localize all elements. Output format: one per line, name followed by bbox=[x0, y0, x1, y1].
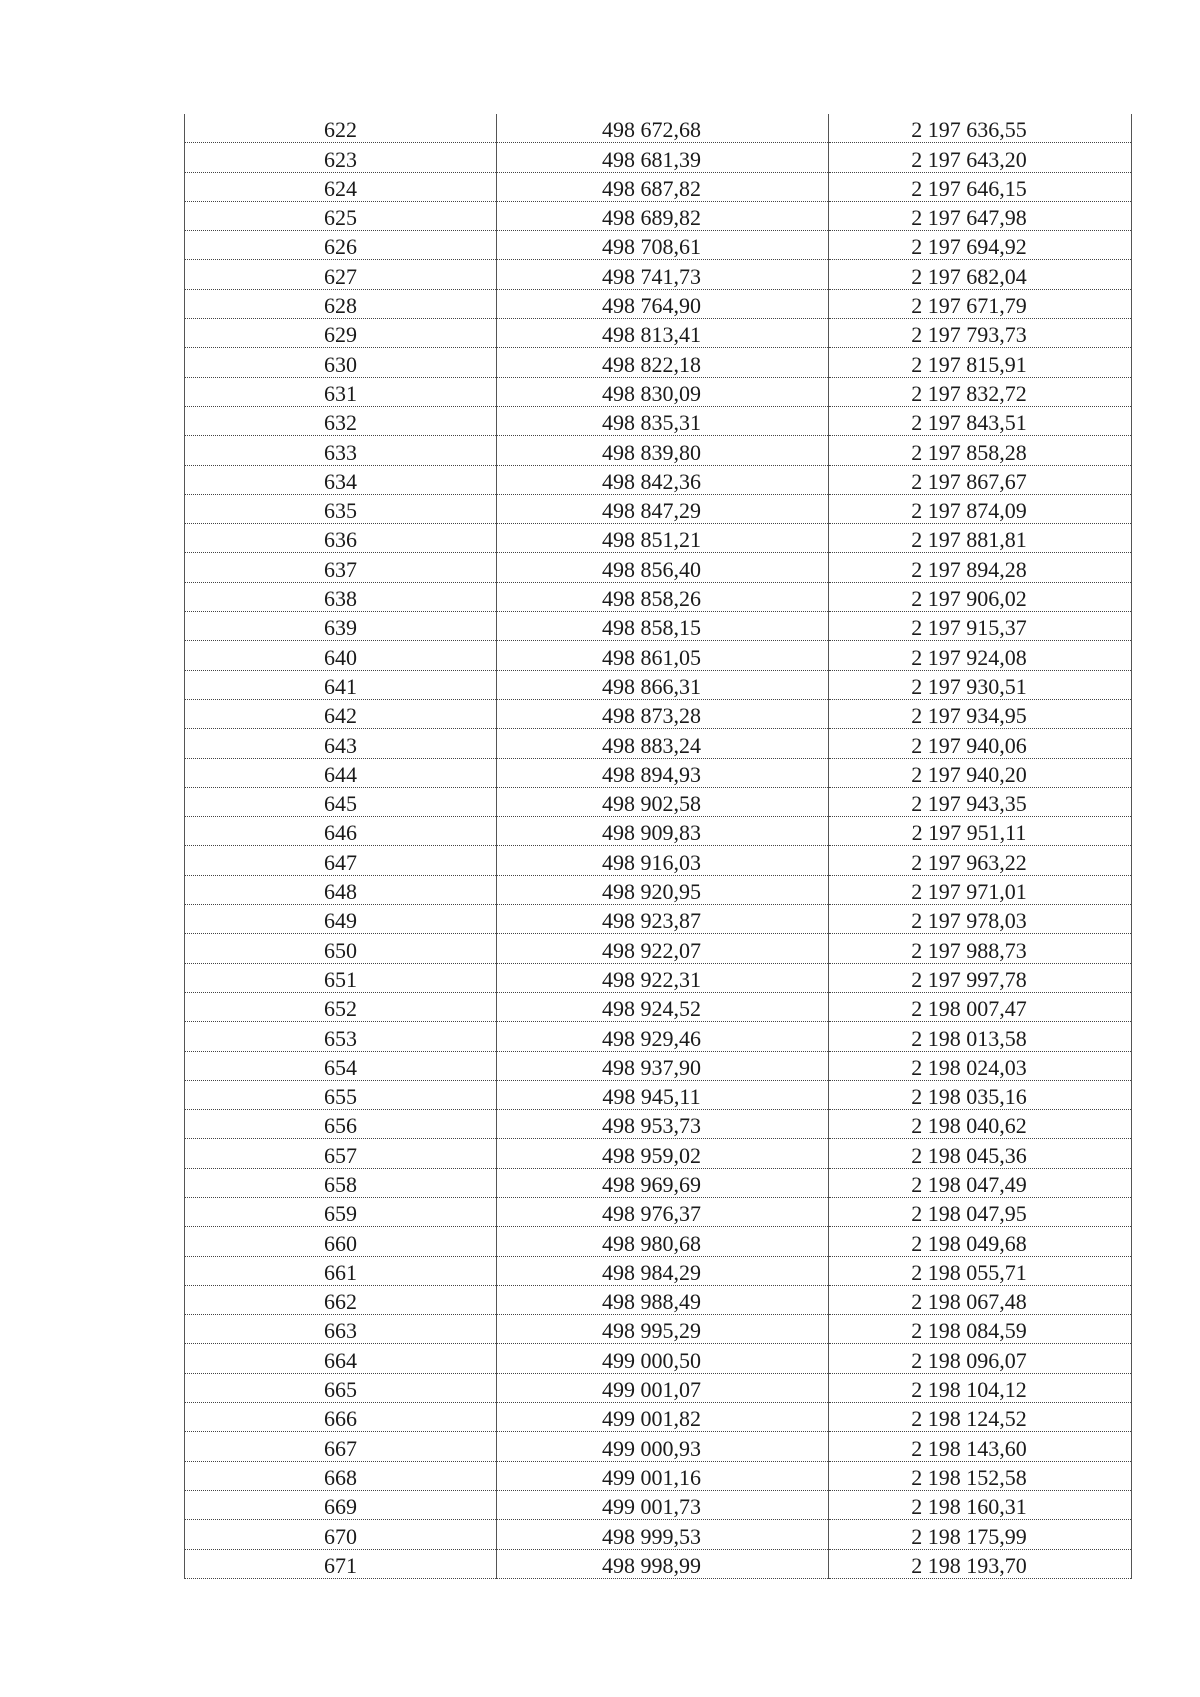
point-number-cell: 633 bbox=[185, 436, 497, 465]
point-number-cell: 645 bbox=[185, 787, 497, 816]
point-number-cell: 634 bbox=[185, 465, 497, 494]
point-number-cell: 660 bbox=[185, 1227, 497, 1256]
table-row bbox=[185, 729, 1132, 758]
table-row bbox=[185, 905, 1132, 934]
x-coordinate-cell: 498 851,21 bbox=[497, 524, 829, 553]
point-number-cell: 624 bbox=[185, 172, 497, 201]
coordinates-table-body bbox=[185, 114, 1132, 1578]
table-row bbox=[185, 1110, 1132, 1139]
x-coordinate-cell: 498 681,39 bbox=[497, 143, 829, 172]
x-coordinate-cell: 498 984,29 bbox=[497, 1256, 829, 1285]
y-coordinate-cell: 2 198 104,12 bbox=[829, 1373, 1132, 1402]
x-coordinate-cell: 498 922,31 bbox=[497, 963, 829, 992]
table-row bbox=[185, 1256, 1132, 1285]
table-row bbox=[185, 114, 1132, 143]
table-row bbox=[185, 1549, 1132, 1578]
y-coordinate-cell: 2 198 152,58 bbox=[829, 1461, 1132, 1490]
x-coordinate-cell: 498 813,41 bbox=[497, 319, 829, 348]
y-coordinate-cell: 2 198 096,07 bbox=[829, 1344, 1132, 1373]
y-coordinate-cell: 2 197 643,20 bbox=[829, 143, 1132, 172]
y-coordinate-cell: 2 198 193,70 bbox=[829, 1549, 1132, 1578]
table-row bbox=[185, 1315, 1132, 1344]
table-row bbox=[185, 289, 1132, 318]
table-row bbox=[185, 1432, 1132, 1461]
table-row bbox=[185, 1373, 1132, 1402]
x-coordinate-cell: 499 001,73 bbox=[497, 1490, 829, 1519]
y-coordinate-cell: 2 197 963,22 bbox=[829, 846, 1132, 875]
y-coordinate-cell: 2 197 940,06 bbox=[829, 729, 1132, 758]
point-number-cell: 640 bbox=[185, 641, 497, 670]
x-coordinate-cell: 498 916,03 bbox=[497, 846, 829, 875]
table-row bbox=[185, 465, 1132, 494]
x-coordinate-cell: 498 902,58 bbox=[497, 787, 829, 816]
point-number-cell: 643 bbox=[185, 729, 497, 758]
y-coordinate-cell: 2 198 035,16 bbox=[829, 1080, 1132, 1109]
y-coordinate-cell: 2 198 040,62 bbox=[829, 1110, 1132, 1139]
point-number-cell: 644 bbox=[185, 758, 497, 787]
x-coordinate-cell: 498 764,90 bbox=[497, 289, 829, 318]
y-coordinate-cell: 2 197 867,67 bbox=[829, 465, 1132, 494]
y-coordinate-cell: 2 197 894,28 bbox=[829, 553, 1132, 582]
table-row bbox=[185, 260, 1132, 289]
x-coordinate-cell: 498 894,93 bbox=[497, 758, 829, 787]
point-number-cell: 665 bbox=[185, 1373, 497, 1402]
point-number-cell: 625 bbox=[185, 201, 497, 230]
point-number-cell: 669 bbox=[185, 1490, 497, 1519]
x-coordinate-cell: 499 001,07 bbox=[497, 1373, 829, 1402]
table-row bbox=[185, 1520, 1132, 1549]
point-number-cell: 671 bbox=[185, 1549, 497, 1578]
y-coordinate-cell: 2 197 636,55 bbox=[829, 114, 1132, 143]
table-row bbox=[185, 1139, 1132, 1168]
y-coordinate-cell: 2 198 084,59 bbox=[829, 1315, 1132, 1344]
x-coordinate-cell: 498 687,82 bbox=[497, 172, 829, 201]
x-coordinate-cell: 498 945,11 bbox=[497, 1080, 829, 1109]
x-coordinate-cell: 498 924,52 bbox=[497, 992, 829, 1021]
y-coordinate-cell: 2 197 934,95 bbox=[829, 699, 1132, 728]
table-row bbox=[185, 992, 1132, 1021]
table-row bbox=[185, 1227, 1132, 1256]
point-number-cell: 651 bbox=[185, 963, 497, 992]
point-number-cell: 648 bbox=[185, 875, 497, 904]
x-coordinate-cell: 498 822,18 bbox=[497, 348, 829, 377]
table-row bbox=[185, 846, 1132, 875]
point-number-cell: 663 bbox=[185, 1315, 497, 1344]
point-number-cell: 668 bbox=[185, 1461, 497, 1490]
y-coordinate-cell: 2 197 671,79 bbox=[829, 289, 1132, 318]
y-coordinate-cell: 2 197 881,81 bbox=[829, 524, 1132, 553]
table-row bbox=[185, 231, 1132, 260]
x-coordinate-cell: 498 835,31 bbox=[497, 406, 829, 435]
x-coordinate-cell: 498 988,49 bbox=[497, 1285, 829, 1314]
x-coordinate-cell: 498 856,40 bbox=[497, 553, 829, 582]
y-coordinate-cell: 2 197 997,78 bbox=[829, 963, 1132, 992]
y-coordinate-cell: 2 198 007,47 bbox=[829, 992, 1132, 1021]
point-number-cell: 641 bbox=[185, 670, 497, 699]
table-row bbox=[185, 319, 1132, 348]
x-coordinate-cell: 498 909,83 bbox=[497, 817, 829, 846]
x-coordinate-cell: 498 969,69 bbox=[497, 1168, 829, 1197]
coordinates-table bbox=[184, 114, 1132, 1579]
x-coordinate-cell: 498 708,61 bbox=[497, 231, 829, 260]
y-coordinate-cell: 2 197 943,35 bbox=[829, 787, 1132, 816]
x-coordinate-cell: 498 883,24 bbox=[497, 729, 829, 758]
y-coordinate-cell: 2 197 843,51 bbox=[829, 406, 1132, 435]
y-coordinate-cell: 2 198 047,49 bbox=[829, 1168, 1132, 1197]
point-number-cell: 646 bbox=[185, 817, 497, 846]
y-coordinate-cell: 2 198 124,52 bbox=[829, 1403, 1132, 1432]
y-coordinate-cell: 2 197 915,37 bbox=[829, 612, 1132, 641]
x-coordinate-cell: 498 920,95 bbox=[497, 875, 829, 904]
table-row bbox=[185, 582, 1132, 611]
point-number-cell: 657 bbox=[185, 1139, 497, 1168]
y-coordinate-cell: 2 198 160,31 bbox=[829, 1490, 1132, 1519]
y-coordinate-cell: 2 198 067,48 bbox=[829, 1285, 1132, 1314]
table-row bbox=[185, 817, 1132, 846]
point-number-cell: 662 bbox=[185, 1285, 497, 1314]
table-row bbox=[185, 612, 1132, 641]
x-coordinate-cell: 498 842,36 bbox=[497, 465, 829, 494]
table-row bbox=[185, 143, 1132, 172]
table-row bbox=[185, 436, 1132, 465]
y-coordinate-cell: 2 198 049,68 bbox=[829, 1227, 1132, 1256]
table-row bbox=[185, 1461, 1132, 1490]
point-number-cell: 670 bbox=[185, 1520, 497, 1549]
y-coordinate-cell: 2 197 874,09 bbox=[829, 494, 1132, 523]
point-number-cell: 628 bbox=[185, 289, 497, 318]
point-number-cell: 642 bbox=[185, 699, 497, 728]
point-number-cell: 652 bbox=[185, 992, 497, 1021]
x-coordinate-cell: 498 672,68 bbox=[497, 114, 829, 143]
point-number-cell: 653 bbox=[185, 1022, 497, 1051]
y-coordinate-cell: 2 197 647,98 bbox=[829, 201, 1132, 230]
x-coordinate-cell: 498 866,31 bbox=[497, 670, 829, 699]
y-coordinate-cell: 2 197 924,08 bbox=[829, 641, 1132, 670]
point-number-cell: 638 bbox=[185, 582, 497, 611]
point-number-cell: 650 bbox=[185, 934, 497, 963]
x-coordinate-cell: 498 858,15 bbox=[497, 612, 829, 641]
table-row bbox=[185, 553, 1132, 582]
x-coordinate-cell: 498 922,07 bbox=[497, 934, 829, 963]
point-number-cell: 654 bbox=[185, 1051, 497, 1080]
x-coordinate-cell: 499 001,82 bbox=[497, 1403, 829, 1432]
x-coordinate-cell: 498 995,29 bbox=[497, 1315, 829, 1344]
table-row bbox=[185, 641, 1132, 670]
point-number-cell: 667 bbox=[185, 1432, 497, 1461]
x-coordinate-cell: 498 937,90 bbox=[497, 1051, 829, 1080]
point-number-cell: 635 bbox=[185, 494, 497, 523]
table-row bbox=[185, 524, 1132, 553]
x-coordinate-cell: 498 741,73 bbox=[497, 260, 829, 289]
table-row bbox=[185, 201, 1132, 230]
coordinates-sheet bbox=[184, 114, 1131, 1579]
table-row bbox=[185, 963, 1132, 992]
point-number-cell: 637 bbox=[185, 553, 497, 582]
table-row bbox=[185, 670, 1132, 699]
table-row bbox=[185, 377, 1132, 406]
point-number-cell: 632 bbox=[185, 406, 497, 435]
y-coordinate-cell: 2 197 906,02 bbox=[829, 582, 1132, 611]
table-row bbox=[185, 1080, 1132, 1109]
table-row bbox=[185, 1168, 1132, 1197]
x-coordinate-cell: 498 999,53 bbox=[497, 1520, 829, 1549]
point-number-cell: 629 bbox=[185, 319, 497, 348]
point-number-cell: 630 bbox=[185, 348, 497, 377]
table-row bbox=[185, 699, 1132, 728]
point-number-cell: 631 bbox=[185, 377, 497, 406]
x-coordinate-cell: 498 847,29 bbox=[497, 494, 829, 523]
y-coordinate-cell: 2 198 055,71 bbox=[829, 1256, 1132, 1285]
table-row bbox=[185, 1051, 1132, 1080]
point-number-cell: 622 bbox=[185, 114, 497, 143]
point-number-cell: 661 bbox=[185, 1256, 497, 1285]
point-number-cell: 647 bbox=[185, 846, 497, 875]
x-coordinate-cell: 499 000,93 bbox=[497, 1432, 829, 1461]
x-coordinate-cell: 498 839,80 bbox=[497, 436, 829, 465]
table-row bbox=[185, 934, 1132, 963]
x-coordinate-cell: 498 861,05 bbox=[497, 641, 829, 670]
x-coordinate-cell: 498 830,09 bbox=[497, 377, 829, 406]
table-row bbox=[185, 494, 1132, 523]
point-number-cell: 626 bbox=[185, 231, 497, 260]
y-coordinate-cell: 2 197 832,72 bbox=[829, 377, 1132, 406]
table-row bbox=[185, 172, 1132, 201]
x-coordinate-cell: 498 998,99 bbox=[497, 1549, 829, 1578]
table-row bbox=[185, 1285, 1132, 1314]
y-coordinate-cell: 2 198 143,60 bbox=[829, 1432, 1132, 1461]
y-coordinate-cell: 2 197 971,01 bbox=[829, 875, 1132, 904]
table-row bbox=[185, 1403, 1132, 1432]
y-coordinate-cell: 2 197 815,91 bbox=[829, 348, 1132, 377]
x-coordinate-cell: 499 001,16 bbox=[497, 1461, 829, 1490]
x-coordinate-cell: 498 929,46 bbox=[497, 1022, 829, 1051]
y-coordinate-cell: 2 197 694,92 bbox=[829, 231, 1132, 260]
point-number-cell: 649 bbox=[185, 905, 497, 934]
table-row bbox=[185, 787, 1132, 816]
table-row bbox=[185, 1490, 1132, 1519]
x-coordinate-cell: 498 976,37 bbox=[497, 1197, 829, 1226]
point-number-cell: 639 bbox=[185, 612, 497, 641]
x-coordinate-cell: 498 689,82 bbox=[497, 201, 829, 230]
point-number-cell: 658 bbox=[185, 1168, 497, 1197]
y-coordinate-cell: 2 198 013,58 bbox=[829, 1022, 1132, 1051]
y-coordinate-cell: 2 197 930,51 bbox=[829, 670, 1132, 699]
y-coordinate-cell: 2 198 047,95 bbox=[829, 1197, 1132, 1226]
y-coordinate-cell: 2 197 646,15 bbox=[829, 172, 1132, 201]
y-coordinate-cell: 2 197 978,03 bbox=[829, 905, 1132, 934]
table-row bbox=[185, 348, 1132, 377]
table-row bbox=[185, 1022, 1132, 1051]
x-coordinate-cell: 499 000,50 bbox=[497, 1344, 829, 1373]
x-coordinate-cell: 498 959,02 bbox=[497, 1139, 829, 1168]
x-coordinate-cell: 498 980,68 bbox=[497, 1227, 829, 1256]
y-coordinate-cell: 2 197 793,73 bbox=[829, 319, 1132, 348]
point-number-cell: 627 bbox=[185, 260, 497, 289]
x-coordinate-cell: 498 923,87 bbox=[497, 905, 829, 934]
y-coordinate-cell: 2 197 951,11 bbox=[829, 817, 1132, 846]
point-number-cell: 656 bbox=[185, 1110, 497, 1139]
table-row bbox=[185, 1344, 1132, 1373]
y-coordinate-cell: 2 198 045,36 bbox=[829, 1139, 1132, 1168]
y-coordinate-cell: 2 198 024,03 bbox=[829, 1051, 1132, 1080]
x-coordinate-cell: 498 858,26 bbox=[497, 582, 829, 611]
table-row bbox=[185, 758, 1132, 787]
table-row bbox=[185, 875, 1132, 904]
point-number-cell: 623 bbox=[185, 143, 497, 172]
y-coordinate-cell: 2 197 682,04 bbox=[829, 260, 1132, 289]
x-coordinate-cell: 498 953,73 bbox=[497, 1110, 829, 1139]
point-number-cell: 664 bbox=[185, 1344, 497, 1373]
table-row bbox=[185, 406, 1132, 435]
point-number-cell: 666 bbox=[185, 1403, 497, 1432]
point-number-cell: 655 bbox=[185, 1080, 497, 1109]
table-row bbox=[185, 1197, 1132, 1226]
y-coordinate-cell: 2 197 858,28 bbox=[829, 436, 1132, 465]
x-coordinate-cell: 498 873,28 bbox=[497, 699, 829, 728]
y-coordinate-cell: 2 198 175,99 bbox=[829, 1520, 1132, 1549]
y-coordinate-cell: 2 197 940,20 bbox=[829, 758, 1132, 787]
y-coordinate-cell: 2 197 988,73 bbox=[829, 934, 1132, 963]
point-number-cell: 659 bbox=[185, 1197, 497, 1226]
point-number-cell: 636 bbox=[185, 524, 497, 553]
